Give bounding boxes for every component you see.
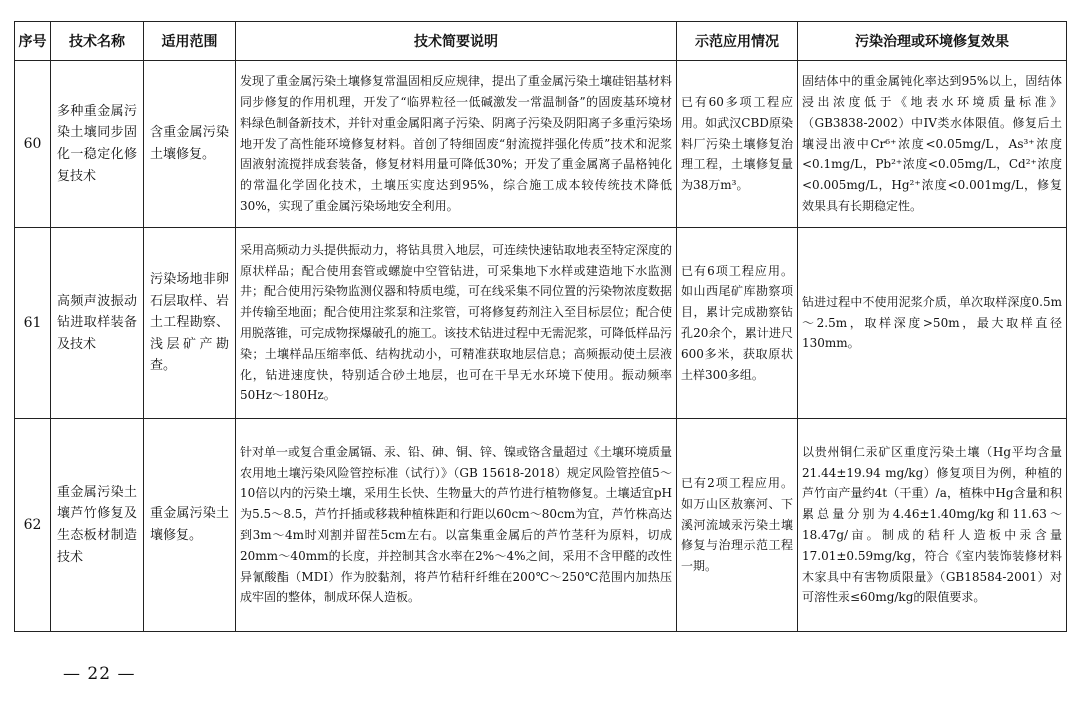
table-row bbox=[15, 228, 1067, 419]
header-effect: 污染治理或环境修复效果 bbox=[798, 22, 1067, 61]
page-number: — 22 — bbox=[63, 664, 136, 684]
tech-description: 发现了重金属污染土壤修复常温固相反应规律，提出了重金属污染土壤硅铝基材料同步修复的作用机理，开发了“临界粒径一低碱激发一常温制备”的固废基环境材料绿色制备新技术，并针对重金属阳离子污染、阴离子污染及阴阳离子多重污染场地开发了高性能环境修复材料。首创了特细固废“射流搅拌强化传质”技术和泥浆固液射流搅拌成套装备，修复材料用量可降低30%；开发了重金属离子晶格钝化的常温化学固化技术，土壤压实度达到95%，综合施工成本较传统技术降低30%，实现了重金属污染场地安全利用。 bbox=[236, 61, 677, 228]
header-row bbox=[15, 22, 1067, 61]
tech-description: 采用高频动力头提供振动力，将钻具贯入地层，可连续快速钻取地表至特定深度的原状样品；配合使用套管或螺旋中空管钻进，可采集地下水样或建造地下水监测井；配合使用污染物监测仪器和特质电缆，可在线采集不同位置的污染物浓度数据并传输至地面；配合使用注浆泵和注浆管，可将修复药剂注入至目标层位；配合使用脱落锥，可完成物探爆破孔的施工。该技术钻进过程中无需泥浆，可降低样品污染；土壤样品压缩率低、结构扰动小，可精准获取地层信息；高频振动使土层液化，钻进速度快，特别适合砂土地层，也可在干旱无水环境下使用。振动频率50Hz～180Hz。 bbox=[236, 228, 677, 419]
technology-table bbox=[14, 21, 1067, 632]
tech-scope: 污染场地非卵石层取样、岩土工程勘察、浅层矿产勘查。 bbox=[144, 228, 236, 419]
tech-name: 重金属污染土壤芦竹修复及生态板材制造技术 bbox=[51, 419, 144, 632]
tech-name: 多种重金属污染土壤同步固化一稳定化修复技术 bbox=[51, 61, 144, 228]
header-name: 技术名称 bbox=[51, 22, 144, 61]
table-row bbox=[15, 61, 1067, 228]
header-demo: 示范应用情况 bbox=[677, 22, 798, 61]
header-scope: 适用范围 bbox=[144, 22, 236, 61]
tech-scope: 含重金属污染土壤修复。 bbox=[144, 61, 236, 228]
table-row bbox=[15, 419, 1067, 632]
tech-effect: 以贵州铜仁汞矿区重度污染土壤（Hg平均含量21.44±19.94 mg/kg）修复项目为例，种植的芦竹亩产量约4t（干重）/a，植株中Hg含量和积累总量分别为4.46±1.40mg/kg和11.63～18.47g/亩。制成的秸秆人造板中汞含量17.01±0.59mg/kg，符合《室内装饰装修材料木家具中有害物质限量》（GB18584-2001）对可溶性汞≤60mg/kg的限值要求。 bbox=[798, 419, 1067, 632]
tech-demo: 已有2项工程应用。如万山区敖寨河、下溪河流域汞污染土壤修复与治理示范工程一期。 bbox=[677, 419, 798, 632]
tech-name: 高频声波振动钻进取样装备及技术 bbox=[51, 228, 144, 419]
tech-effect: 固结体中的重金属钝化率达到95%以上，固结体浸出浓度低于《地表水环境质量标准》（GB3838-2002）中IV类水体限值。修复后土壤浸出液中Cr⁶⁺浓度<0.05mg/L，As³⁺浓度<0.1mg/L，Pb²⁺浓度<0.05mg/L，Cd²⁺浓度<0.005mg/L，Hg²⁺浓度<0.001mg/L，修复效果具有长期稳定性。 bbox=[798, 61, 1067, 228]
header-desc: 技术简要说明 bbox=[236, 22, 677, 61]
tech-demo: 已有60多项工程应用。如武汉CBD原染料厂污染土壤修复治理工程，土壤修复量为38万m³。 bbox=[677, 61, 798, 228]
tech-demo: 已有6项工程应用。如山西尾矿库勘察项目，累计完成勘察钻孔20余个，累计进尺600多米，获取原状土样300多组。 bbox=[677, 228, 798, 419]
tech-scope: 重金属污染土壤修复。 bbox=[144, 419, 236, 632]
header-no: 序号 bbox=[15, 22, 51, 61]
row-number: 62 bbox=[15, 419, 51, 632]
row-number: 60 bbox=[15, 61, 51, 228]
row-number: 61 bbox=[15, 228, 51, 419]
tech-description: 针对单一或复合重金属镉、汞、铅、砷、铜、锌、镍或铬含量超过《土壤环境质量 农用地土壤污染风险管控标准（试行）》（GB 15618-2018）规定风险管控值5～10倍以内的污染土壤，采用生长快、生物量大的芦竹进行植物修复。土壤适宜pH为5.5～8.5，芦竹扦插或移栽种植株距和行距以60cm～80cm为宜，芦竹株高达到3m～4m时刈割并留茬5cm左右。以富集重金属后的芦竹茎秆为原料，切成20mm～40mm的长度，并控制其含水率在2%～4%之间，采用不含甲醛的改性异氰酸酯（MDI）作为胶黏剂，将芦竹秸秆纤维在200℃～250℃范围内加热压成牢固的整体，制成环保人造板。 bbox=[236, 419, 677, 632]
tech-effect: 钻进过程中不使用泥浆介质，单次取样深度0.5m～2.5m，取样深度>50m，最大取样直径130mm。 bbox=[798, 228, 1067, 419]
